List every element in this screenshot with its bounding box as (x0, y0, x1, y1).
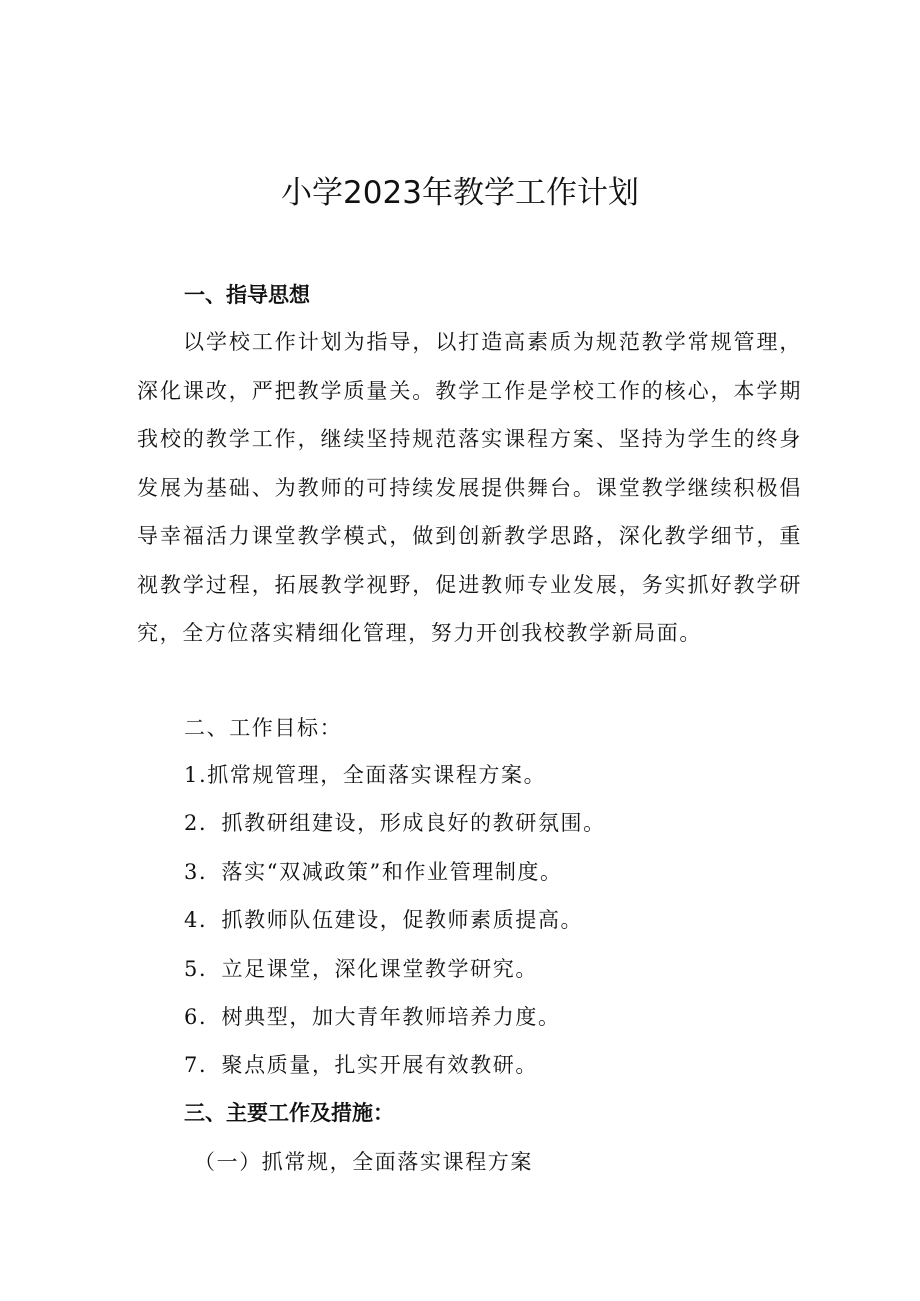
section-heading-main-work: 三、主要工作及措施： (184, 1101, 394, 1125)
section-heading-work-goals: 二、工作目标： (184, 716, 343, 740)
guiding-ideology-paragraph: 以学校工作计划为指导，以打造高素质为规范教学常规管理，深化课改，严把教学质量关。教学工作是学校工作的核心，本学期我校的教学工作，继续坚持规范落实课程方案、坚持为学生的终身发展为基础、为教师的可持续发展提供舞台。课堂教学继续积极倡导幸福活力课堂教学模式，做到创新教学思路，深化教学细节，重视教学过程，拓展教学视野，促进教师专业发展，务实抓好教学研究，全方位落实精细化管理，努力开创我校教学新局面。 (137, 330, 802, 645)
work-goal-item: 2．抓教研组建设，形成良好的教研氛围。 (184, 811, 606, 835)
section-heading-guiding-ideology: 一、指导思想 (184, 283, 310, 307)
main-work-subheading: （一）抓常规，全面落实课程方案 (194, 1150, 533, 1174)
work-goal-item: 3．落实“双减政策”和作业管理制度。 (184, 860, 563, 884)
work-goal-item: 5．立足课堂，深化课堂教学研究。 (184, 957, 538, 981)
work-goal-item: 4．抓教师队伍建设，促教师素质提高。 (184, 908, 584, 932)
work-goal-item: 1.抓常规管理，全面落实课程方案。 (184, 763, 547, 787)
document-title: 小学2023年教学工作计划 (281, 175, 639, 211)
work-goal-item: 7．聚点质量，扎实开展有效教研。 (184, 1053, 538, 1077)
work-goal-item: 6．树典型，加大青年教师培养力度。 (184, 1005, 561, 1029)
